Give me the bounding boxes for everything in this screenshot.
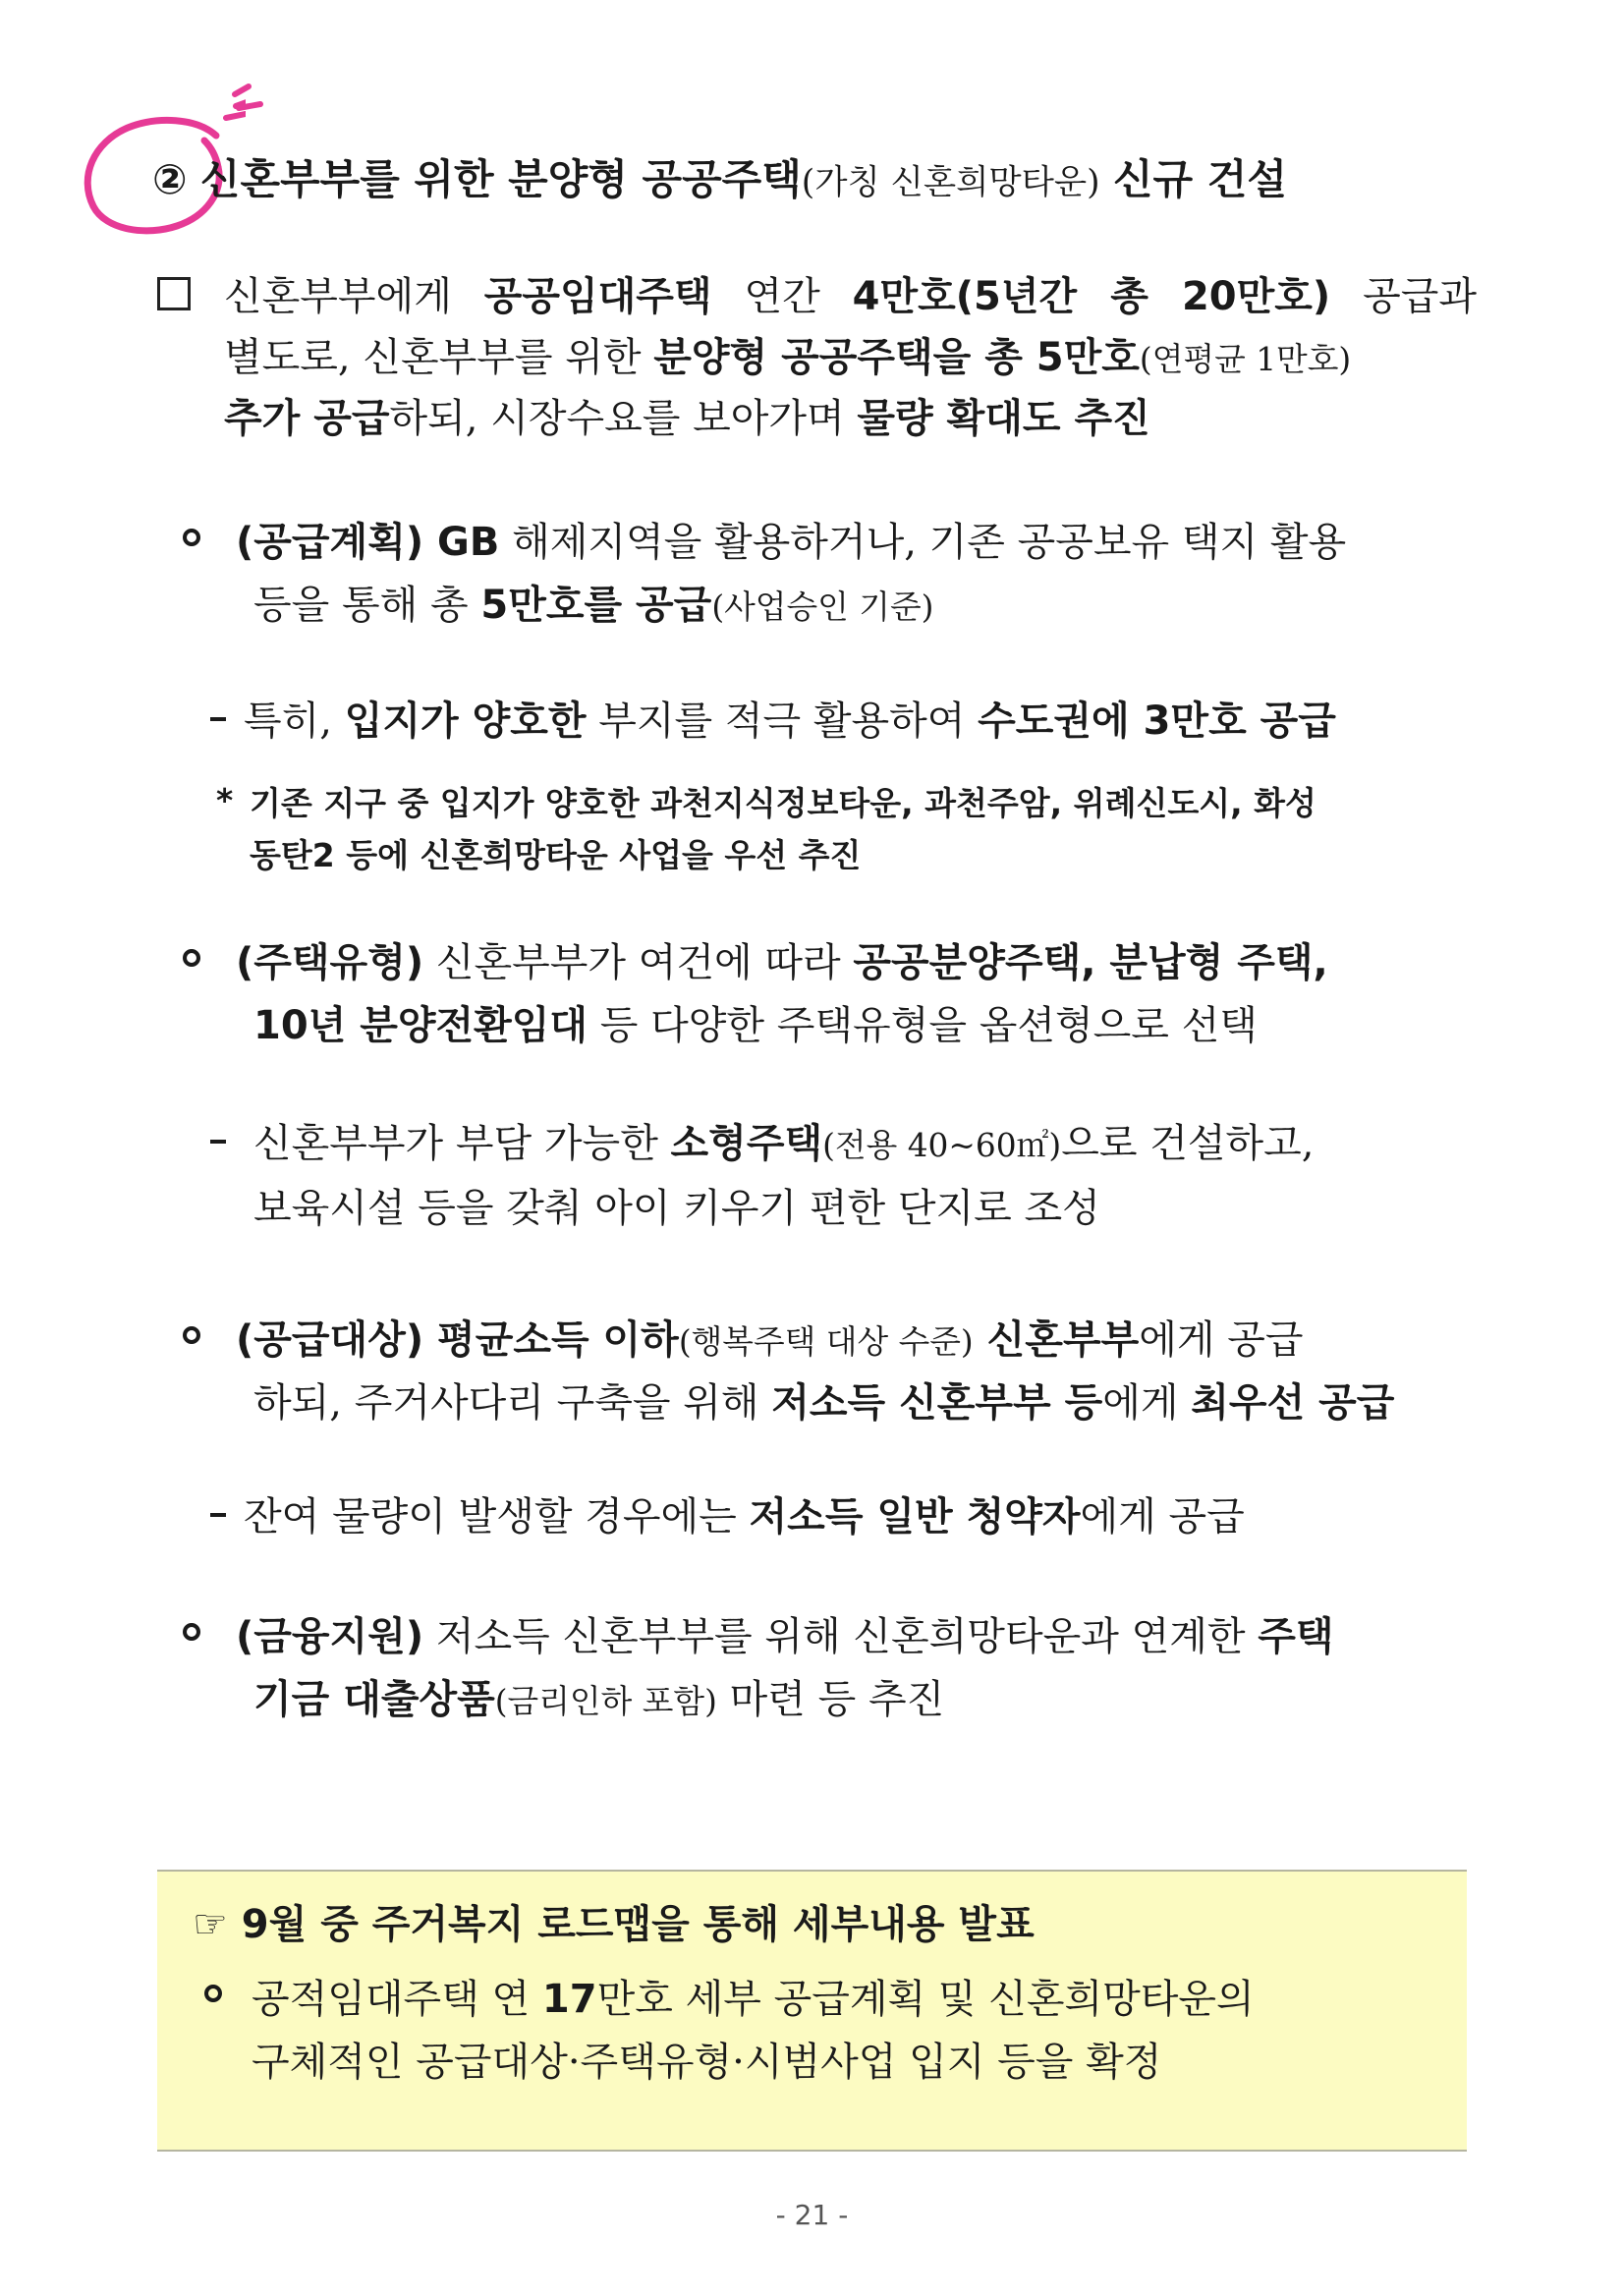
finance-line-1: (금융지원) 저소득 신혼부부를 위해 신혼희망타운과 연계한 주택 [236,1614,1334,1659]
pointing-hand-icon: ☞ [193,1902,228,1947]
pink-tick-marks [221,79,280,118]
supply-note-1: 기존 지구 중 입지가 양호한 과천지식정보타운, 과천주암, 위례신도시, 화성 [250,784,1316,822]
intro-line-1: 신혼부부에게 공공임대주택 연간 4만호(5년간 총 20만호) 공급과 [224,274,1477,319]
supply-sub-line: 특히, 입지가 양호한 부지를 적극 활용하여 수도권에 3만호 공급 [244,699,1336,744]
notice-box [157,1870,1467,2152]
circle-bullet-icon [204,1985,222,2002]
section-title-paren: (가칭 신혼희망타운) [801,163,1100,202]
circle-bullet-icon [183,949,200,967]
section-title-end: 신규 건설 [1112,155,1287,203]
circle-bullet-icon [183,1623,200,1641]
dash-bullet-icon [210,717,226,721]
section-title [152,147,1287,206]
type-line-2: 10년 분양전환임대 등 다양한 주택유형을 옵션형으로 선택 [253,1003,1258,1048]
supply-note-2: 동탄2 등에 신혼희망타운 사업을 우선 추진 [250,836,862,874]
notice-bullet-line-2: 구체적인 공급대상·주택유형·시범사업 입지 등을 확정 [252,2040,1162,2085]
asterisk-icon: * [216,781,234,819]
target-sub-line: 잔여 물량이 발생할 경우에는 저소득 일반 청약자에게 공급 [244,1494,1245,1540]
page-number: - 21 - [775,2199,849,2231]
intro-line-3: 추가 공급하되, 시장수요를 보아가며 물량 확대도 추진 [224,396,1150,441]
target-line-1: (공급대상) 평균소득 이하(행복주택 대상 수준) 신혼부부에게 공급 [236,1317,1304,1363]
intro-line-2: 별도로, 신혼부부를 위한 분양형 공공주택을 총 5만호(연평균 1만호) [224,335,1352,380]
supply-line-1: (공급계획) GB 해제지역을 활용하거나, 기존 공공보유 택지 활용 [236,520,1347,565]
dash-bullet-icon [210,1140,226,1144]
section-title-bold: 신혼부부를 위한 분양형 공공주택 [199,155,802,203]
dash-bullet-icon [210,1513,226,1517]
section-number: ② [152,155,188,203]
notice-title-line [193,1893,1035,1949]
type-sub-line-1: 신혼부부가 부담 가능한 소형주택(전용 40~60㎡)으로 건설하고, [253,1121,1315,1166]
type-sub-line-2: 보육시설 등을 갖춰 아이 키우기 편한 단지로 조성 [253,1186,1100,1231]
type-line-1: (주택유형) 신혼부부가 여건에 따라 공공분양주택, 분납형 주택, [236,940,1328,985]
target-line-2: 하되, 주거사다리 구축을 위해 저소득 신혼부부 등에게 최우선 공급 [253,1380,1395,1426]
notice-bullet-line-1: 공적임대주택 연 17만호 세부 공급계획 및 신혼희망타운의 [252,1977,1255,2022]
square-bullet-icon [157,277,191,310]
circle-bullet-icon [183,1326,200,1344]
circle-bullet-icon [183,529,200,546]
supply-line-2: 등을 통해 총 5만호를 공급(사업승인 기준) [253,583,934,628]
notice-title: 9월 중 주거복지 로드맵을 통해 세부내용 발표 [241,1902,1035,1947]
finance-line-2: 기금 대출상품(금리인하 포함) 마련 등 추진 [253,1677,945,1722]
